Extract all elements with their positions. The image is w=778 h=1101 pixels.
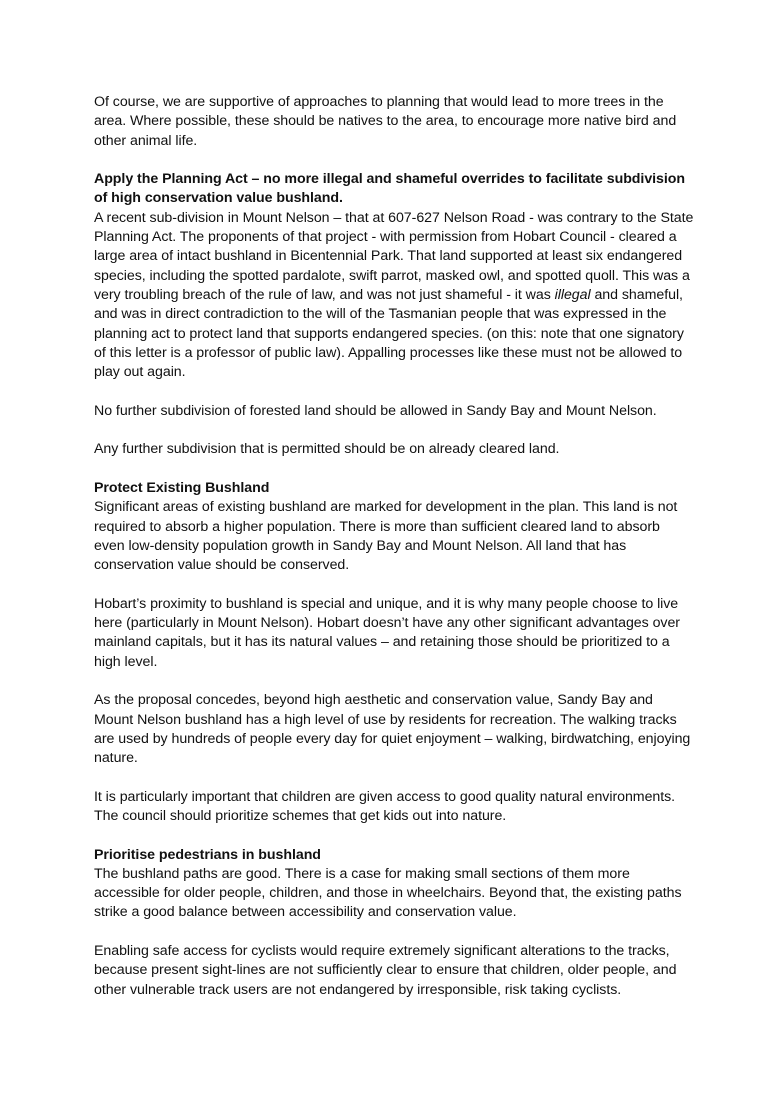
section-planning-act: [94, 170, 694, 459]
planning-act-paragraph-1: [94, 209, 694, 383]
section-heading-planning-act: Apply the Planning Act – no more illegal and shameful overrides to facilitate subdivision of high conservation value bushland.: [94, 171, 686, 207]
section-heading-prioritise-pedestrians: Prioritise pedestrians in bushland: [94, 846, 321, 863]
protect-bushland-paragraph-2: Hobart’s proximity to bushland is special and unique, and it is why many people choose to live here (particularly in Mount Nelson). Hobart doesn’t have any other significant advantages over mainland capitals, but it has its natural values – and retaining those should be prioritized to a high level.: [94, 595, 680, 670]
protect-bushland-paragraph-3: As the proposal concedes, beyond high aesthetic and conservation value, Sandy Bay and Mount Nelson bushland has a high level of use by residents for recreation. The walking tracks are used by hundreds of people every day for quiet enjoyment – walking, birdwatching, enjoying nature.: [94, 692, 691, 767]
pedestrians-paragraph-2: Enabling safe access for cyclists would require extremely significant alterations to the tracks, because present sight-lines are not sufficiently clear to ensure that children, older people, and other vulnerable track users are not endangered by irresponsible, risk taking cyclists.: [94, 943, 677, 998]
pedestrians-paragraph-1: The bushland paths are good. There is a case for making small sections of them more accessible for older people, children, and those in wheelchairs. Beyond that, the existing paths strike a good balance between accessibility and conservation value.: [94, 865, 682, 921]
planning-act-text-a: A recent sub-division in Mount Nelson – that at 607-627 Nelson Road - was contrary to the State Planning Act. The proponents of that project - with permission from Hobart Council - cleared a large area of intact bushland in Bicentennial Park. That land supported at least six endangered species, including the spotted pardalote, swift parrot, masked owl, and spotted quoll. This was a very troubling breach of the rule of law, and was not just shameful - it was: [94, 209, 694, 303]
planning-act-text-b: and shameful, and was in direct contradiction to the will of the Tasmanian people that was expressed in the planning act to protect land that supports endangered species. (on this: note that one signatory of this letter is a professor of public law). Appalling processes like these must not be allowed to play out again.: [94, 286, 684, 381]
protect-bushland-paragraph-1: Significant areas of existing bushland are marked for development in the plan. This land is not required to absorb a higher population. There is more than sufficient cleared land to absorb even low-density population growth in Sandy Bay and Mount Nelson. All land that has conservation value should be conserved.: [94, 499, 678, 574]
intro-paragraph: Of course, we are supportive of approaches to planning that would lead to more trees in the area. Where possible, these should be natives to the area, to encourage more native bird and other animal life.: [94, 94, 677, 149]
section-heading-protect-bushland: Protect Existing Bushland: [94, 479, 270, 496]
section-protect-bushland: [94, 479, 694, 826]
document-page: [94, 93, 694, 1019]
section-prioritise-pedestrians: [94, 846, 694, 1000]
planning-act-paragraph-3: Any further subdivision that is permitted should be on already cleared land.: [94, 441, 560, 458]
emphasis-illegal: illegal: [554, 286, 591, 303]
planning-act-paragraph-2: No further subdivision of forested land should be allowed in Sandy Bay and Mount Nelson.: [94, 402, 657, 419]
protect-bushland-paragraph-4: It is particularly important that children are given access to good quality natural environments. The council should prioritize schemes that get kids out into nature.: [94, 788, 676, 824]
